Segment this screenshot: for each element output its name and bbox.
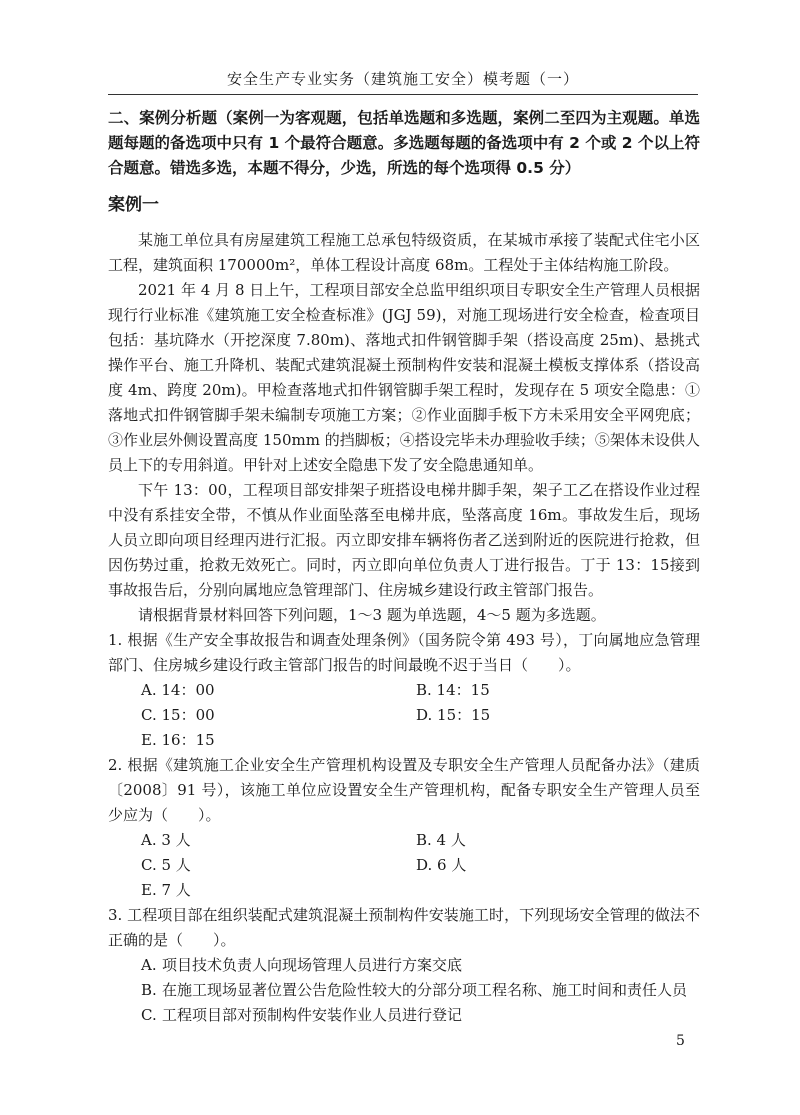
page-header-title: 安全生产专业实务（建筑施工安全）模考题（一）	[226, 70, 579, 88]
option-text: 项目技术负责人向现场管理人员进行方案交底	[162, 956, 463, 974]
question-1-option-e: E. 16：15	[141, 731, 215, 749]
question-2-options	[108, 828, 700, 903]
question-1-option-c: C. 15：00	[141, 706, 215, 724]
header-divider	[108, 94, 698, 95]
page-number: 5	[676, 1033, 685, 1049]
option-label: B.	[141, 981, 157, 999]
question-2-option-c: C. 5 人	[141, 856, 191, 874]
option-label: C.	[141, 1006, 157, 1024]
case-paragraph-1: 某施工单位具有房屋建筑工程施工总承包特级资质，在某城市承接了装配式住宅小区工程，建筑面积 170000m²，单体工程设计高度 68m。工程处于主体结构施工阶段。	[108, 231, 700, 274]
question-2-option-a: A. 3 人	[141, 831, 191, 849]
question-instructions: 请根据背景材料回答下列问题，1～3 题为单选题，4～5 题为多选题。	[138, 606, 606, 624]
question-3-stem: 3. 工程项目部在组织装配式建筑混凝土预制构件安装施工时，下列现场安全管理的做法不正确的是（ ）。	[108, 906, 700, 949]
case-title: 案例一	[108, 195, 159, 215]
question-1-option-b: B. 14：15	[416, 681, 490, 699]
question-2-option-d: D. 6 人	[416, 856, 467, 874]
question-3-option-c	[108, 1003, 700, 1028]
option-label: A.	[141, 956, 157, 974]
document-body	[108, 106, 700, 1028]
question-1-stem: 1. 根据《生产安全事故报告和调查处理条例》（国务院令第 493 号），丁向属地应急管理部门、住房城乡建设行政主管部门报告的时间最晚不迟于当日（ ）。	[108, 631, 700, 674]
question-1-option-d: D. 15：15	[416, 706, 491, 724]
question-2-option-b: B. 4 人	[416, 831, 466, 849]
question-2-option-e: E. 7 人	[141, 881, 191, 899]
option-text: 在施工现场显著位置公告危险性较大的分部分项工程名称、施工时间和责任人员	[162, 981, 688, 999]
question-3-option-b	[108, 978, 700, 1003]
case-paragraph-3: 下午 13：00，工程项目部安排架子班搭设电梯井脚手架，架子工乙在搭设作业过程中没有系挂安全带，不慎从作业面坠落至电梯井底，坠落高度 16m。事故发生后，现场人员立即向项目经理丙进行汇报。丙立即安排车辆将伤者乙送到附近的医院进行抢救，但因伤势过重，抢救无效死亡。同时，丙立即向单位负责人丁进行报告。丁于 13：15接到事故报告后，分别向属地应急管理部门、住房城乡建设行政主管部门报告。	[108, 481, 700, 599]
option-text: 工程项目部对预制构件安装作业人员进行登记	[162, 1006, 463, 1024]
question-1-option-a: A. 14：00	[141, 681, 215, 699]
section-heading: 二、案例分析题（案例一为客观题，包括单选题和多选题，案例二至四为主观题。单选题每题的备选项中只有 1 个最符合题意。多选题每题的备选项中有 2 个或 2 个以上符合题意。错选多选，本题不得分，少选，所选的每个选项得 0.5 分）	[108, 109, 700, 177]
case-paragraph-2: 2021 年 4 月 8 日上午，工程项目部安全总监甲组织项目专职安全生产管理人员根据现行行业标准《建筑施工安全检查标准》(JGJ 59)，对施工现场进行安全检查，检查项目包括：基坑降水（开挖深度 7.80m)、落地式扣件钢管脚手架（搭设高度 25m)、悬挑式操作平台、施工升降机、装配式建筑混凝土预制构件安装和混凝土模板支撑体系（搭设高度 4m、跨度 20m)。甲检查落地式扣件钢管脚手架工程时，发现存在 5 项安全隐患：①落地式扣件钢管脚手架未编制专项施工方案；②作业面脚手板下方未采用安全平网兜底；③作业层外侧设置高度 150mm 的挡脚板；④搭设完毕未办理验收手续；⑤架体未设供人员上下的专用斜道。甲针对上述安全隐患下发了安全隐患通知单。	[108, 281, 700, 474]
question-3-options	[108, 953, 700, 1028]
question-1-options	[108, 678, 700, 753]
question-3-option-a	[108, 953, 700, 978]
question-2-stem: 2. 根据《建筑施工企业安全生产管理机构设置及专职安全生产管理人员配备办法》（建质〔2008〕91 号），该施工单位应设置安全生产管理机构，配备专职安全生产管理人员至少应为（ ）。	[108, 756, 700, 824]
